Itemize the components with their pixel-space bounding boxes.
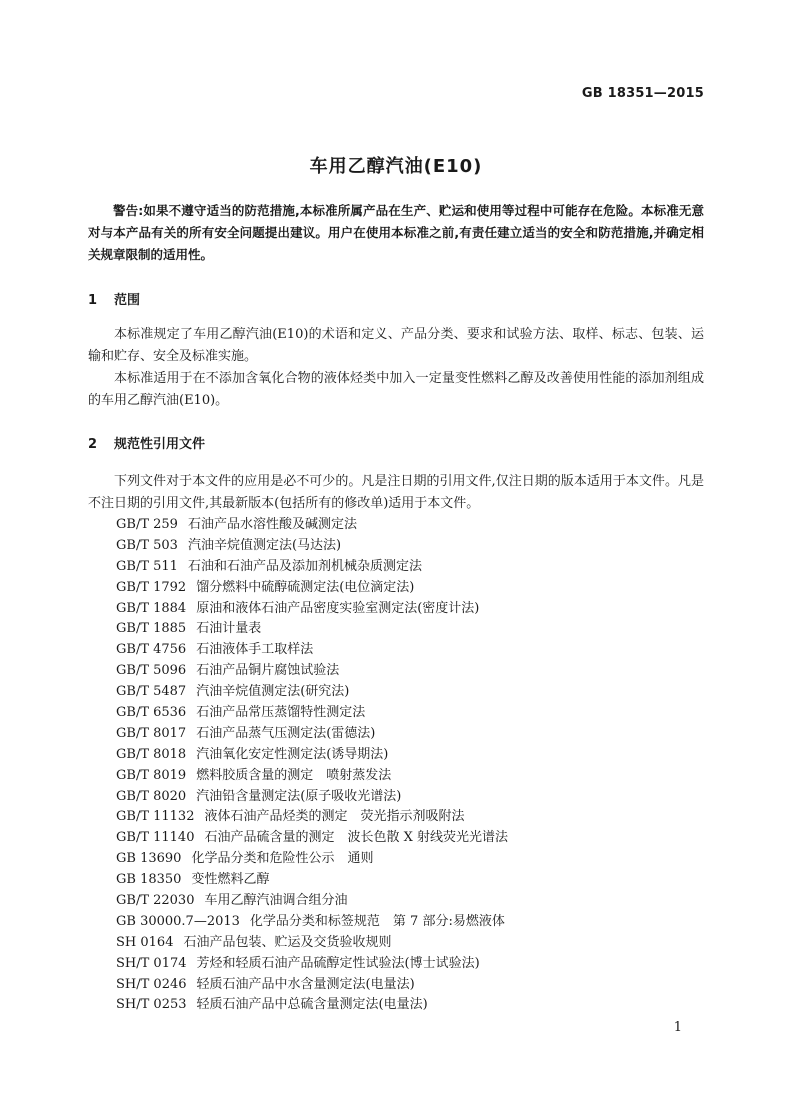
reference-title: 化学品分类和标签规范 第 7 部分:易燃液体	[249, 913, 505, 929]
reference-item	[116, 682, 508, 703]
reference-item	[116, 975, 508, 996]
section-number: 2	[88, 437, 98, 452]
reference-title: 轻质石油产品中水含量测定法(电量法)	[196, 976, 415, 992]
document-title: 车用乙醇汽油(E10)	[309, 156, 483, 177]
scope-paragraph-2: 本标准适用于在不添加含氧化合物的液体烃类中加入一定量变性燃料乙醇及改善使用性能的添加剂组成的车用乙醇汽油(E10)。	[88, 371, 704, 408]
reference-code: GB/T 8020	[116, 788, 187, 804]
reference-item	[116, 807, 508, 828]
reference-code: GB/T 5096	[116, 663, 187, 679]
reference-code: GB/T 11132	[116, 809, 195, 825]
reference-code: GB/T 8017	[116, 725, 187, 741]
standard-code: GB 18351—2015	[581, 86, 704, 101]
reference-title: 车用乙醇汽油调合组分油	[204, 893, 348, 909]
reference-item	[116, 787, 508, 808]
reference-title: 轻质石油产品中总硫含量测定法(电量法)	[196, 997, 428, 1013]
reference-title: 汽油辛烷值测定法(研究法)	[196, 684, 350, 700]
reference-code: GB 30000.7—2013	[116, 913, 240, 929]
reference-item	[116, 724, 508, 745]
reference-code: GB/T 11140	[116, 830, 195, 846]
reference-item	[116, 745, 508, 766]
reference-title: 汽油辛烷值测定法(马达法)	[187, 537, 342, 553]
reference-item	[116, 515, 508, 536]
reference-code: GB 18350	[116, 872, 182, 888]
reference-code: GB/T 1884	[116, 600, 187, 616]
reference-title: 石油产品铜片腐蚀试验法	[196, 663, 340, 679]
page-number: 1	[673, 1020, 682, 1035]
reference-code: GB/T 4756	[116, 642, 187, 658]
reference-code: GB 13690	[116, 851, 182, 867]
reference-title: 石油计量表	[196, 621, 262, 637]
reference-title: 馏分燃料中硫醇硫测定法(电位滴定法)	[196, 579, 415, 595]
reference-code: SH/T 0246	[116, 976, 187, 992]
reference-title: 液体石油产品烃类的测定 荧光指示剂吸附法	[204, 809, 465, 825]
reference-title: 燃料胶质含量的测定 喷射蒸发法	[196, 767, 392, 783]
reference-item	[116, 661, 508, 682]
section-heading-normative-references	[88, 433, 205, 452]
reference-title: 石油产品蒸气压测定法(雷德法)	[196, 725, 376, 741]
reference-list	[116, 515, 508, 1016]
reference-item	[116, 599, 508, 620]
reference-item	[116, 912, 508, 933]
reference-item	[116, 619, 508, 640]
reference-title: 化学品分类和危险性公示 通则	[191, 851, 374, 867]
reference-item	[116, 849, 508, 870]
section-title: 范围	[114, 293, 141, 308]
reference-title: 石油产品硫含量的测定 波长色散 X 射线荧光光谱法	[204, 830, 509, 846]
reference-code: GB/T 503	[116, 537, 178, 553]
reference-item	[116, 891, 508, 912]
reference-item	[116, 640, 508, 661]
warning-paragraph: 警告:如果不遵守适当的防范措施,本标准所属产品在生产、贮运和使用等过程中可能存在危险。本标准无意对与本产品有关的所有安全问题提出建议。用户在使用本标准之前,有责任建立适当的安全和防范措施,并确定相关规章限制的适用性。	[88, 203, 704, 262]
reference-item	[116, 557, 508, 578]
reference-title: 汽油氧化安定性测定法(诱导期法)	[196, 746, 389, 762]
reference-title: 芳烃和轻质石油产品硫醇定性试验法(博士试验法)	[196, 955, 480, 971]
reference-item	[116, 578, 508, 599]
reference-code: GB/T 8018	[116, 746, 187, 762]
reference-code: GB/T 22030	[116, 893, 195, 909]
reference-code: GB/T 259	[116, 517, 178, 532]
reference-code: SH/T 0174	[116, 955, 187, 971]
reference-code: GB/T 511	[116, 558, 178, 574]
reference-code: GB/T 1792	[116, 579, 187, 595]
reference-code: GB/T 8019	[116, 767, 187, 783]
reference-item	[116, 703, 508, 724]
reference-code: SH/T 0253	[116, 997, 187, 1013]
reference-item	[116, 933, 508, 954]
reference-item	[116, 766, 508, 787]
reference-item	[116, 828, 508, 849]
reference-title: 石油液体手工取样法	[196, 642, 314, 658]
section-heading-scope	[88, 289, 140, 308]
reference-title: 石油产品常压蒸馏特性测定法	[196, 705, 366, 721]
reference-title: 汽油铅含量测定法(原子吸收光谱法)	[196, 788, 402, 804]
references-intro-paragraph: 下列文件对于本文件的应用是必不可少的。凡是注日期的引用文件,仅注日期的版本适用于本文件。凡是不注日期的引用文件,其最新版本(包括所有的修改单)适用于本文件。	[88, 474, 704, 511]
reference-code: GB/T 6536	[116, 705, 187, 721]
reference-code: SH 0164	[116, 934, 174, 950]
reference-title: 石油产品水溶性酸及碱测定法	[187, 517, 357, 532]
reference-title: 石油产品包装、贮运及交货验收规则	[183, 934, 392, 950]
section-number: 1	[88, 293, 98, 308]
reference-code: GB/T 1885	[116, 621, 187, 637]
section-title: 规范性引用文件	[114, 437, 206, 452]
reference-item	[116, 954, 508, 975]
reference-item	[116, 995, 508, 1016]
scope-paragraph-1: 本标准规定了车用乙醇汽油(E10)的术语和定义、产品分类、要求和试验方法、取样、标志、包装、运输和贮存、安全及标准实施。	[88, 327, 704, 364]
reference-item	[116, 870, 508, 891]
reference-title: 原油和液体石油产品密度实验室测定法(密度计法)	[196, 600, 480, 616]
reference-item	[116, 536, 508, 557]
reference-code: GB/T 5487	[116, 684, 187, 700]
reference-title: 石油和石油产品及添加剂机械杂质测定法	[187, 558, 422, 574]
reference-title: 变性燃料乙醇	[191, 872, 270, 888]
